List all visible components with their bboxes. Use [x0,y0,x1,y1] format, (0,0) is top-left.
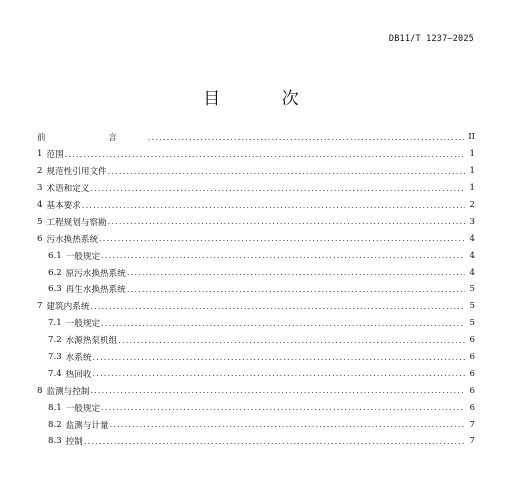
toc-leader-dots [101,403,465,412]
toc-entry[interactable] [37,433,475,450]
toc-entry-page: 4 [469,250,475,261]
toc-entry-number: 1 [37,149,43,160]
toc-leader-dots [127,285,465,294]
toc-entry-page: 7 [469,436,475,447]
toc-leader-dots [99,234,465,243]
toc-entry-page: 4 [469,267,475,278]
toc-leader-dots [90,302,465,311]
toc-entry-number: 4 [37,200,43,210]
toc-entry[interactable] [37,247,475,264]
toc-entry-number: 7.2 [48,335,62,346]
toc-entry-number: 5 [37,216,43,227]
toc-entry-page: 4 [469,233,475,244]
toc-entry-number: 2 [37,166,43,177]
toc-entry-number: 6 [37,233,43,244]
toc-leader-dots [90,386,465,395]
toc-leader-dots [108,217,465,226]
toc-entry[interactable] [37,416,475,433]
toc-entry-label: 控制 [65,437,83,448]
toc-entry-label: 再生水换热系统 [65,285,126,296]
toc-entry[interactable] [37,315,475,332]
toc-leader-dots [84,437,465,446]
toc-entry-number: 7.1 [48,318,62,329]
toc-entry-page: 6 [469,402,475,413]
toc-entry-page: 1 [469,166,475,177]
toc-entry[interactable] [37,230,475,247]
toc-entry[interactable] [37,332,475,349]
toc-entry-number: 6.2 [48,267,62,278]
toc-entry-number: 8 [37,385,43,396]
toc-entry[interactable] [37,298,475,315]
toc-entry-number: 8.1 [48,402,62,413]
toc-leader-dots [108,167,465,176]
toc-entry-label: 污水换热系统 [46,234,99,245]
toc-entry-page: 6 [469,368,475,379]
toc-entry[interactable] [37,163,475,180]
toc-entry-number: 6.1 [48,250,62,261]
toc-entry-page: 6 [469,385,475,396]
toc-entry-page: 1 [469,183,475,194]
toc-entry-page: 1 [469,149,475,160]
toc-leader-dots [110,420,465,429]
toc-leader-dots [92,369,465,378]
toc-entry[interactable] [37,281,475,298]
toc-entry-number: 6.3 [48,284,62,295]
toc-entry-number: 3 [37,183,43,194]
toc-leader-dots [148,133,465,142]
toc-entry[interactable] [37,349,475,366]
page-title: 目 次 [203,89,327,109]
toc-entry[interactable] [37,146,475,163]
toc-entry-label: 监测与计量 [65,420,109,431]
toc-entry[interactable] [37,365,475,382]
table-of-contents [37,129,475,450]
toc-entry-number: 7.3 [48,352,62,363]
toc-entry-number: 7.4 [48,368,62,379]
toc-leader-dots [65,150,465,159]
toc-entry[interactable] [37,180,475,197]
toc-leader-dots [127,268,465,277]
toc-entry[interactable] [37,264,475,281]
toc-entry-page: 5 [469,318,475,329]
toc-entry-label: 水源热泵机组 [65,336,118,347]
toc-entry-number: 7 [37,301,43,312]
toc-entry-label: 原污水换热系统 [65,268,126,279]
toc-entry-page: 3 [469,216,475,227]
document-code: DB11/T 1237—2025 [388,34,474,44]
toc-entry[interactable] [37,129,475,146]
toc-entry-number: 8.3 [48,436,62,447]
toc-entry[interactable] [37,382,475,399]
toc-entry[interactable] [37,399,475,416]
toc-entry-label: 一般规定 [65,251,101,262]
toc-entry-page: II [468,132,475,143]
toc-entry-label: 一般规定 [65,319,101,330]
toc-entry-page: 6 [469,352,475,363]
toc-leader-dots [90,184,465,193]
toc-entry-label: 范围 [46,150,64,161]
toc-entry[interactable] [37,197,475,214]
toc-entry-label: 基本要求 [46,201,81,211]
toc-entry-label: 一般规定 [65,403,101,414]
toc-entry-number: 8.2 [48,419,62,430]
toc-entry-label: 水系统 [65,353,92,364]
toc-leader-dots [118,336,465,345]
toc-entry-label: 工程规划与察勘 [46,217,107,228]
toc-entry-page: 5 [469,284,475,295]
toc-entry-page: 7 [469,419,475,430]
toc-entry-label: 术语和定义 [46,184,90,195]
toc-leader-dots [101,319,465,328]
toc-entry-label: 规范性引用文件 [46,167,107,178]
toc-leader-dots [101,251,465,260]
toc-entry-label: 前 言 [37,133,147,144]
toc-entry-label: 建筑内系统 [46,302,90,313]
toc-leader-dots [92,353,465,362]
toc-entry[interactable] [37,213,475,230]
toc-entry-label: 热回收 [65,369,92,380]
toc-leader-dots [82,201,465,210]
toc-entry-label: 监测与控制 [46,386,90,397]
toc-entry-page: 2 [469,200,475,210]
toc-entry-page: 5 [469,301,475,312]
toc-entry-page: 6 [469,335,475,346]
